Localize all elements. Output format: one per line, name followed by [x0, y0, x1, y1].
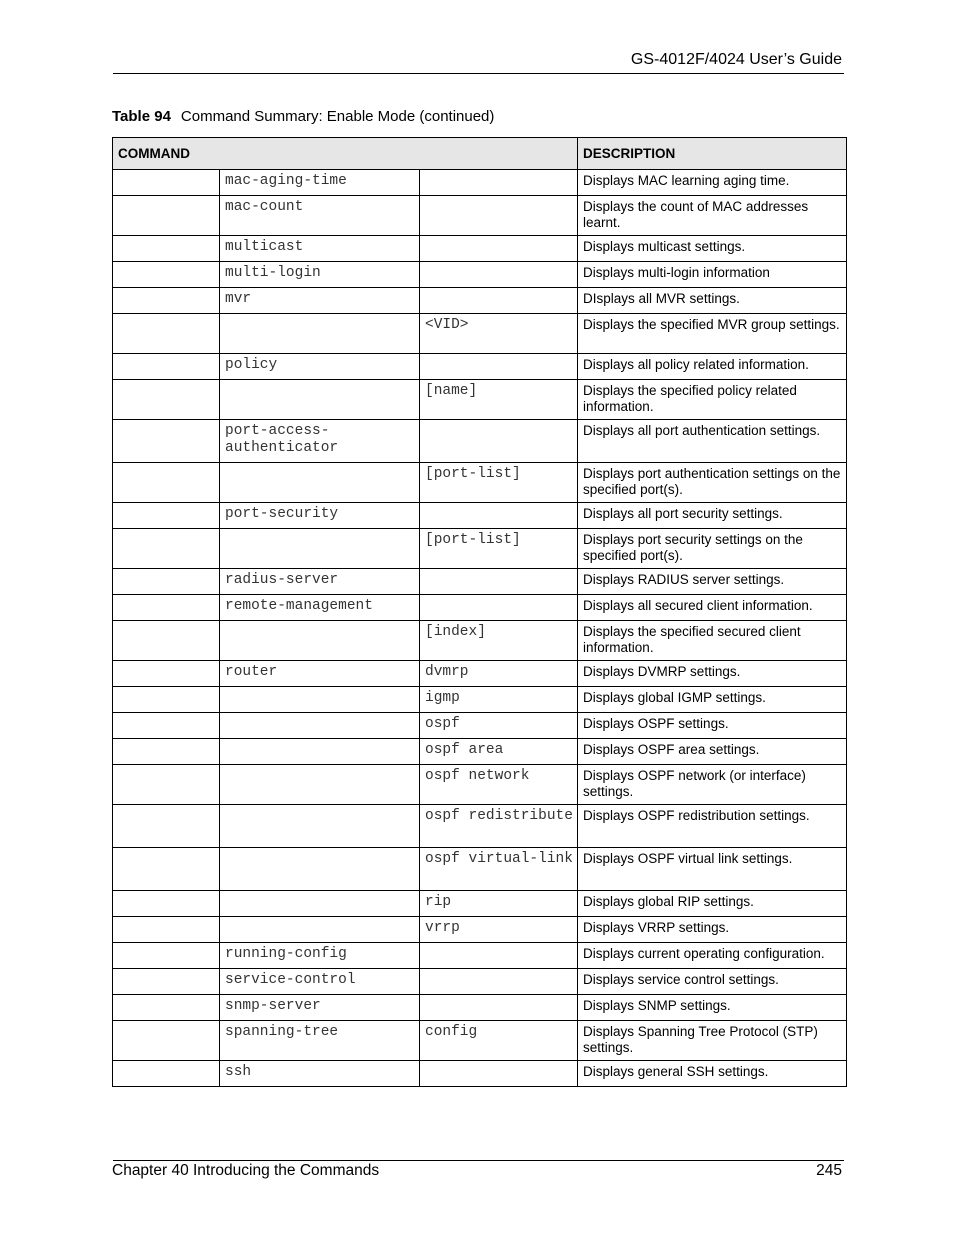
table-row [113, 739, 847, 765]
command-level1-cell [113, 805, 220, 848]
table-caption-label: Table 94 [112, 108, 171, 125]
table-row [113, 805, 847, 848]
command-level3-cell: <VID> [420, 314, 578, 354]
command-level1-cell [113, 1021, 220, 1061]
table-row [113, 463, 847, 503]
command-level1-cell [113, 848, 220, 891]
command-level3-cell [420, 569, 578, 595]
table-caption [112, 108, 494, 125]
description-cell: Displays all port security settings. [578, 503, 847, 529]
command-level3-cell [420, 995, 578, 1021]
command-level1-cell [113, 621, 220, 661]
description-cell: Displays service control settings. [578, 969, 847, 995]
command-level1-cell [113, 196, 220, 236]
command-level3-cell: [index] [420, 621, 578, 661]
command-level3-cell: vrrp [420, 917, 578, 943]
command-level2-cell: mac-aging-time [220, 170, 420, 196]
command-level2-cell [220, 848, 420, 891]
table-row [113, 595, 847, 621]
command-level2-cell: service-control [220, 969, 420, 995]
command-level3-cell: dvmrp [420, 661, 578, 687]
command-level2-cell: running-config [220, 943, 420, 969]
description-cell: Displays the specified MVR group settings. [578, 314, 847, 354]
command-summary-table [112, 137, 847, 1087]
command-level3-cell [420, 943, 578, 969]
table-row [113, 917, 847, 943]
command-level1-cell [113, 943, 220, 969]
table-row [113, 314, 847, 354]
table-row [113, 848, 847, 891]
description-cell: Displays all policy related information. [578, 354, 847, 380]
command-level2-cell [220, 713, 420, 739]
command-level3-cell: [port-list] [420, 529, 578, 569]
command-level3-cell: ospf network [420, 765, 578, 805]
table-caption-text: Command Summary: Enable Mode (continued) [180, 108, 495, 125]
command-level3-cell [420, 288, 578, 314]
description-cell: Displays current operating configuration. [578, 943, 847, 969]
command-level1-cell [113, 687, 220, 713]
command-level2-cell: mvr [220, 288, 420, 314]
command-level3-cell [420, 262, 578, 288]
description-cell: Displays port authentication settings on the specified port(s). [578, 463, 847, 503]
command-level3-cell [420, 969, 578, 995]
command-level1-cell [113, 236, 220, 262]
command-level3-cell [420, 170, 578, 196]
table-row [113, 569, 847, 595]
description-cell: Displays OSPF settings. [578, 713, 847, 739]
table-row [113, 529, 847, 569]
footer-rule [113, 1160, 844, 1161]
table-row [113, 687, 847, 713]
table-row [113, 891, 847, 917]
description-cell: Displays all port authentication settings. [578, 420, 847, 463]
footer-page-number: 245 [816, 1162, 842, 1179]
command-level3-cell: ospf virtual-link [420, 848, 578, 891]
command-level1-cell [113, 995, 220, 1021]
table-row [113, 969, 847, 995]
table-row [113, 1021, 847, 1061]
table-row [113, 196, 847, 236]
command-level1-cell [113, 891, 220, 917]
description-cell: Displays multi-login information [578, 262, 847, 288]
command-level1-cell [113, 420, 220, 463]
table-row [113, 236, 847, 262]
command-level2-cell: snmp-server [220, 995, 420, 1021]
command-level3-cell: ospf [420, 713, 578, 739]
description-cell: Displays the count of MAC addresses learnt. [578, 196, 847, 236]
command-level3-cell: [name] [420, 380, 578, 420]
command-level2-cell [220, 314, 420, 354]
command-level1-cell [113, 380, 220, 420]
command-level3-cell [420, 1061, 578, 1087]
command-level2-cell [220, 380, 420, 420]
table-row [113, 380, 847, 420]
command-level3-cell [420, 196, 578, 236]
header-command: COMMAND [113, 138, 578, 170]
command-level1-cell [113, 262, 220, 288]
command-level2-cell: ssh [220, 1061, 420, 1087]
description-cell: Displays the specified secured client information. [578, 621, 847, 661]
command-level3-cell: ospf redistribute [420, 805, 578, 848]
description-cell: Displays OSPF redistribution settings. [578, 805, 847, 848]
description-cell: Displays all secured client information. [578, 595, 847, 621]
table-row [113, 354, 847, 380]
table-header-row [113, 138, 847, 170]
table-body [113, 170, 847, 1087]
footer-chapter: Chapter 40 Introducing the Commands [112, 1162, 380, 1179]
command-level3-cell: igmp [420, 687, 578, 713]
table-row [113, 713, 847, 739]
command-level2-cell [220, 687, 420, 713]
command-level2-cell: radius-server [220, 569, 420, 595]
command-level2-cell: policy [220, 354, 420, 380]
table-row [113, 621, 847, 661]
description-cell: Displays Spanning Tree Protocol (STP) settings. [578, 1021, 847, 1061]
description-cell: Displays SNMP settings. [578, 995, 847, 1021]
description-cell: Displays MAC learning aging time. [578, 170, 847, 196]
command-level2-cell: router [220, 661, 420, 687]
command-level2-cell: remote-management [220, 595, 420, 621]
command-level1-cell [113, 463, 220, 503]
description-cell: Displays global RIP settings. [578, 891, 847, 917]
command-level1-cell [113, 354, 220, 380]
description-cell: Displays DVMRP settings. [578, 661, 847, 687]
command-level1-cell [113, 529, 220, 569]
table-row [113, 170, 847, 196]
command-level2-cell: mac-count [220, 196, 420, 236]
command-level3-cell [420, 236, 578, 262]
description-cell: Displays multicast settings. [578, 236, 847, 262]
command-level3-cell: [port-list] [420, 463, 578, 503]
table-row [113, 420, 847, 463]
command-level1-cell [113, 288, 220, 314]
description-cell: DIsplays all MVR settings. [578, 288, 847, 314]
command-level2-cell [220, 891, 420, 917]
command-level2-cell [220, 739, 420, 765]
table-row [113, 288, 847, 314]
command-level2-cell [220, 805, 420, 848]
command-level1-cell [113, 1061, 220, 1087]
command-level2-cell: multicast [220, 236, 420, 262]
command-level1-cell [113, 314, 220, 354]
description-cell: Displays the specified policy related information. [578, 380, 847, 420]
command-level2-cell: multi-login [220, 262, 420, 288]
command-level1-cell [113, 170, 220, 196]
command-level3-cell [420, 420, 578, 463]
running-header-title: GS-4012F/4024 User’s Guide [630, 51, 842, 68]
command-level2-cell [220, 917, 420, 943]
command-level1-cell [113, 917, 220, 943]
command-level1-cell [113, 713, 220, 739]
command-level1-cell [113, 765, 220, 805]
table-row [113, 765, 847, 805]
command-level1-cell [113, 569, 220, 595]
description-cell: Displays port security settings on the specified port(s). [578, 529, 847, 569]
command-level2-cell: port-security [220, 503, 420, 529]
command-level3-cell [420, 354, 578, 380]
description-cell: Displays VRRP settings. [578, 917, 847, 943]
description-cell: Displays OSPF network (or interface) settings. [578, 765, 847, 805]
command-level1-cell [113, 503, 220, 529]
description-cell: Displays OSPF virtual link settings. [578, 848, 847, 891]
description-cell: Displays general SSH settings. [578, 1061, 847, 1087]
table-row [113, 995, 847, 1021]
description-cell: Displays OSPF area settings. [578, 739, 847, 765]
description-cell: Displays RADIUS server settings. [578, 569, 847, 595]
command-level2-cell [220, 463, 420, 503]
table-row [113, 661, 847, 687]
command-level2-cell: spanning-tree [220, 1021, 420, 1061]
command-level3-cell: rip [420, 891, 578, 917]
command-level1-cell [113, 661, 220, 687]
command-level3-cell [420, 503, 578, 529]
table-row [113, 503, 847, 529]
command-level2-cell [220, 529, 420, 569]
table-row [113, 1061, 847, 1087]
command-level1-cell [113, 969, 220, 995]
command-level3-cell: ospf area [420, 739, 578, 765]
command-level1-cell [113, 739, 220, 765]
command-level3-cell: config [420, 1021, 578, 1061]
command-level1-cell [113, 595, 220, 621]
header-rule [113, 73, 844, 74]
table-row [113, 943, 847, 969]
command-level2-cell [220, 765, 420, 805]
description-cell: Displays global IGMP settings. [578, 687, 847, 713]
table-row [113, 262, 847, 288]
command-level2-cell [220, 621, 420, 661]
command-level3-cell [420, 595, 578, 621]
header-description: DESCRIPTION [578, 138, 847, 170]
command-level2-cell: port-access-authenticator [220, 420, 420, 463]
